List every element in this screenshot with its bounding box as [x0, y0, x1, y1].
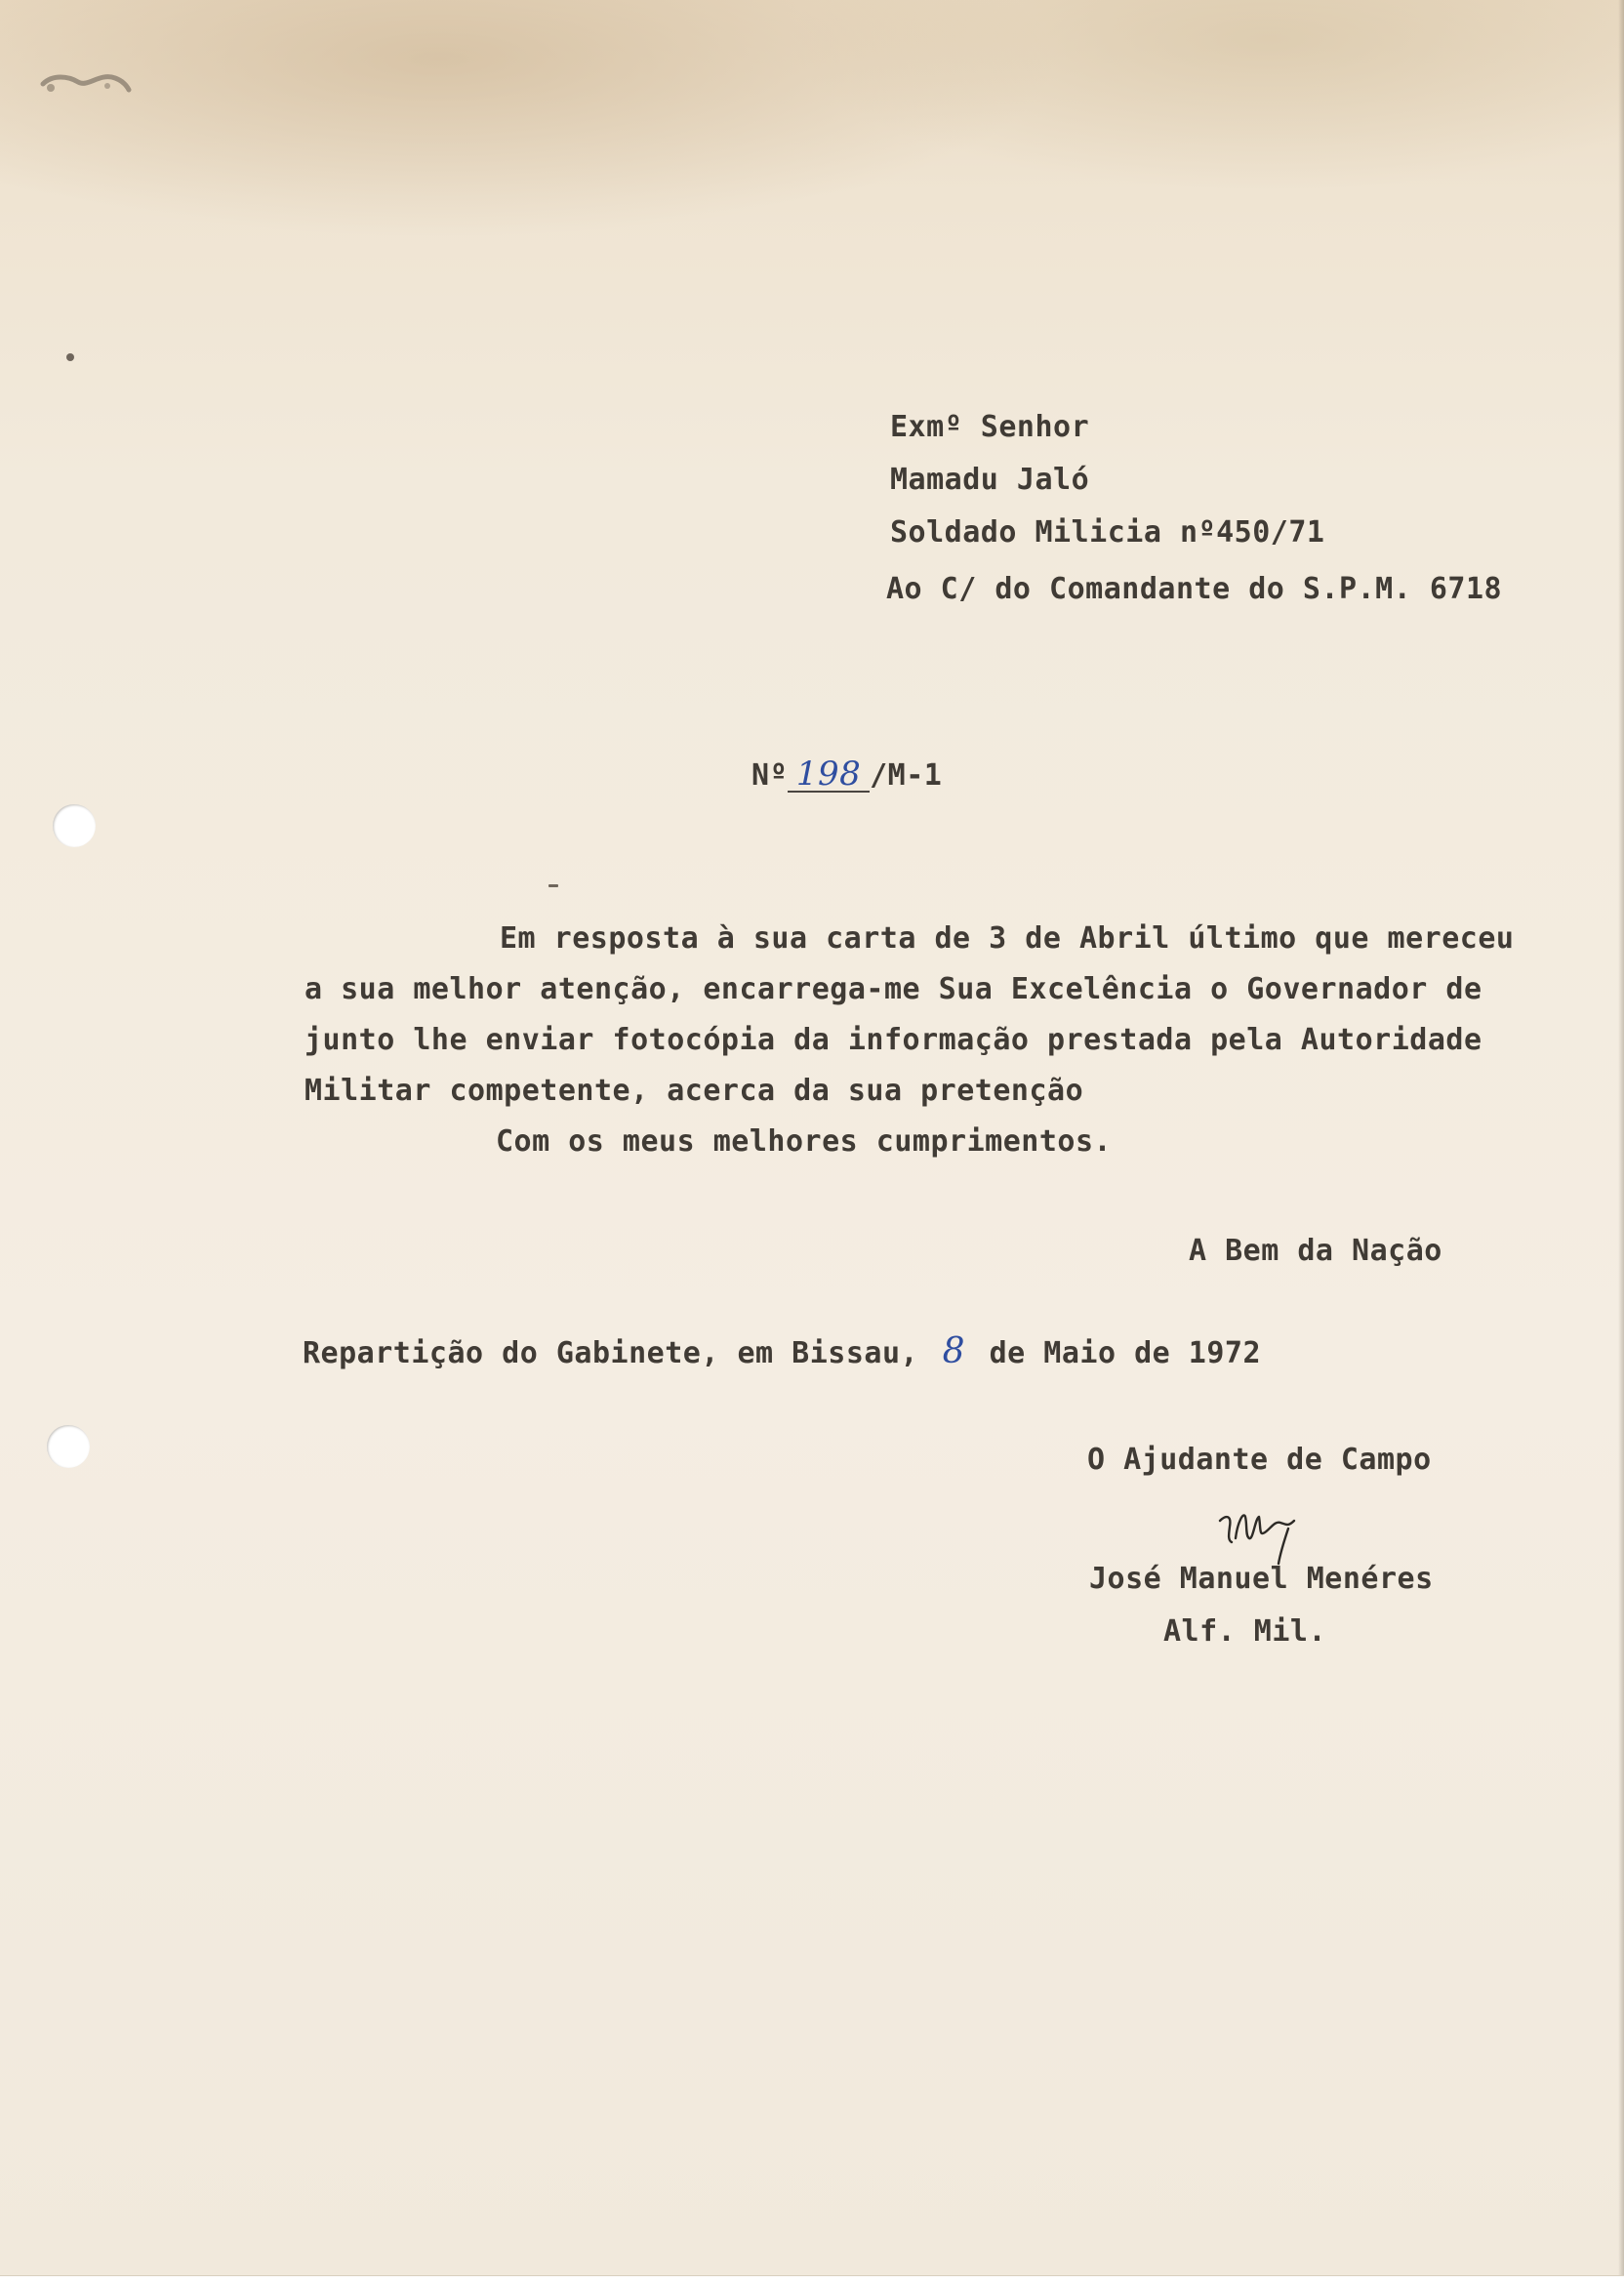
signatory-name: José Manuel Menéres [1089, 1562, 1434, 1596]
body-line-3: junto lhe enviar fotocópia da informação prestada pela Autoridade [304, 1023, 1482, 1057]
recipient-salutation: Exmº Senhor [890, 410, 1090, 444]
staple-stain-mark [39, 66, 133, 98]
punch-hole-bottom [47, 1425, 90, 1468]
reference-line [751, 757, 942, 793]
body-line-2: a sua melhor atenção, encarrega-me Sua Excelência o Governador de [304, 972, 1482, 1006]
place-date-line [303, 1331, 1261, 1371]
reference-number-handwritten: 198 [788, 757, 870, 793]
ink-speck [548, 884, 558, 887]
handwritten-signature [1210, 1493, 1327, 1571]
body-line-1: Em resposta à sua carta de 3 de Abril último que mereceu [500, 921, 1515, 956]
motto: A Bem da Nação [1189, 1234, 1442, 1268]
signatory-rank: Alf. Mil. [1163, 1614, 1327, 1649]
recipient-name: Mamadu Jaló [890, 463, 1090, 497]
page-bottom-edge [0, 2275, 1624, 2284]
body-line-4: Militar competente, acerca da sua pretenção [304, 1074, 1084, 1108]
body-closing: Com os meus melhores cumprimentos. [496, 1124, 1113, 1159]
signatory-title: O Ajudante de Campo [1087, 1443, 1432, 1477]
punch-hole-top [53, 804, 96, 847]
date-day-handwritten: 8 [942, 1331, 966, 1371]
recipient-rank: Soldado Milicia nº450/71 [890, 515, 1325, 550]
reference-suffix: /M-1 [870, 758, 943, 793]
recipient-care-of: Ao C/ do Comandante do S.P.M. 6718 [886, 572, 1503, 606]
place-date-suffix: de Maio de 1972 [989, 1336, 1262, 1370]
page-edge-shadow [1618, 0, 1624, 2284]
place-date-prefix: Repartição do Gabinete, em Bissau, [303, 1336, 919, 1370]
ink-speck [66, 353, 74, 361]
reference-prefix: Nº [751, 758, 789, 793]
